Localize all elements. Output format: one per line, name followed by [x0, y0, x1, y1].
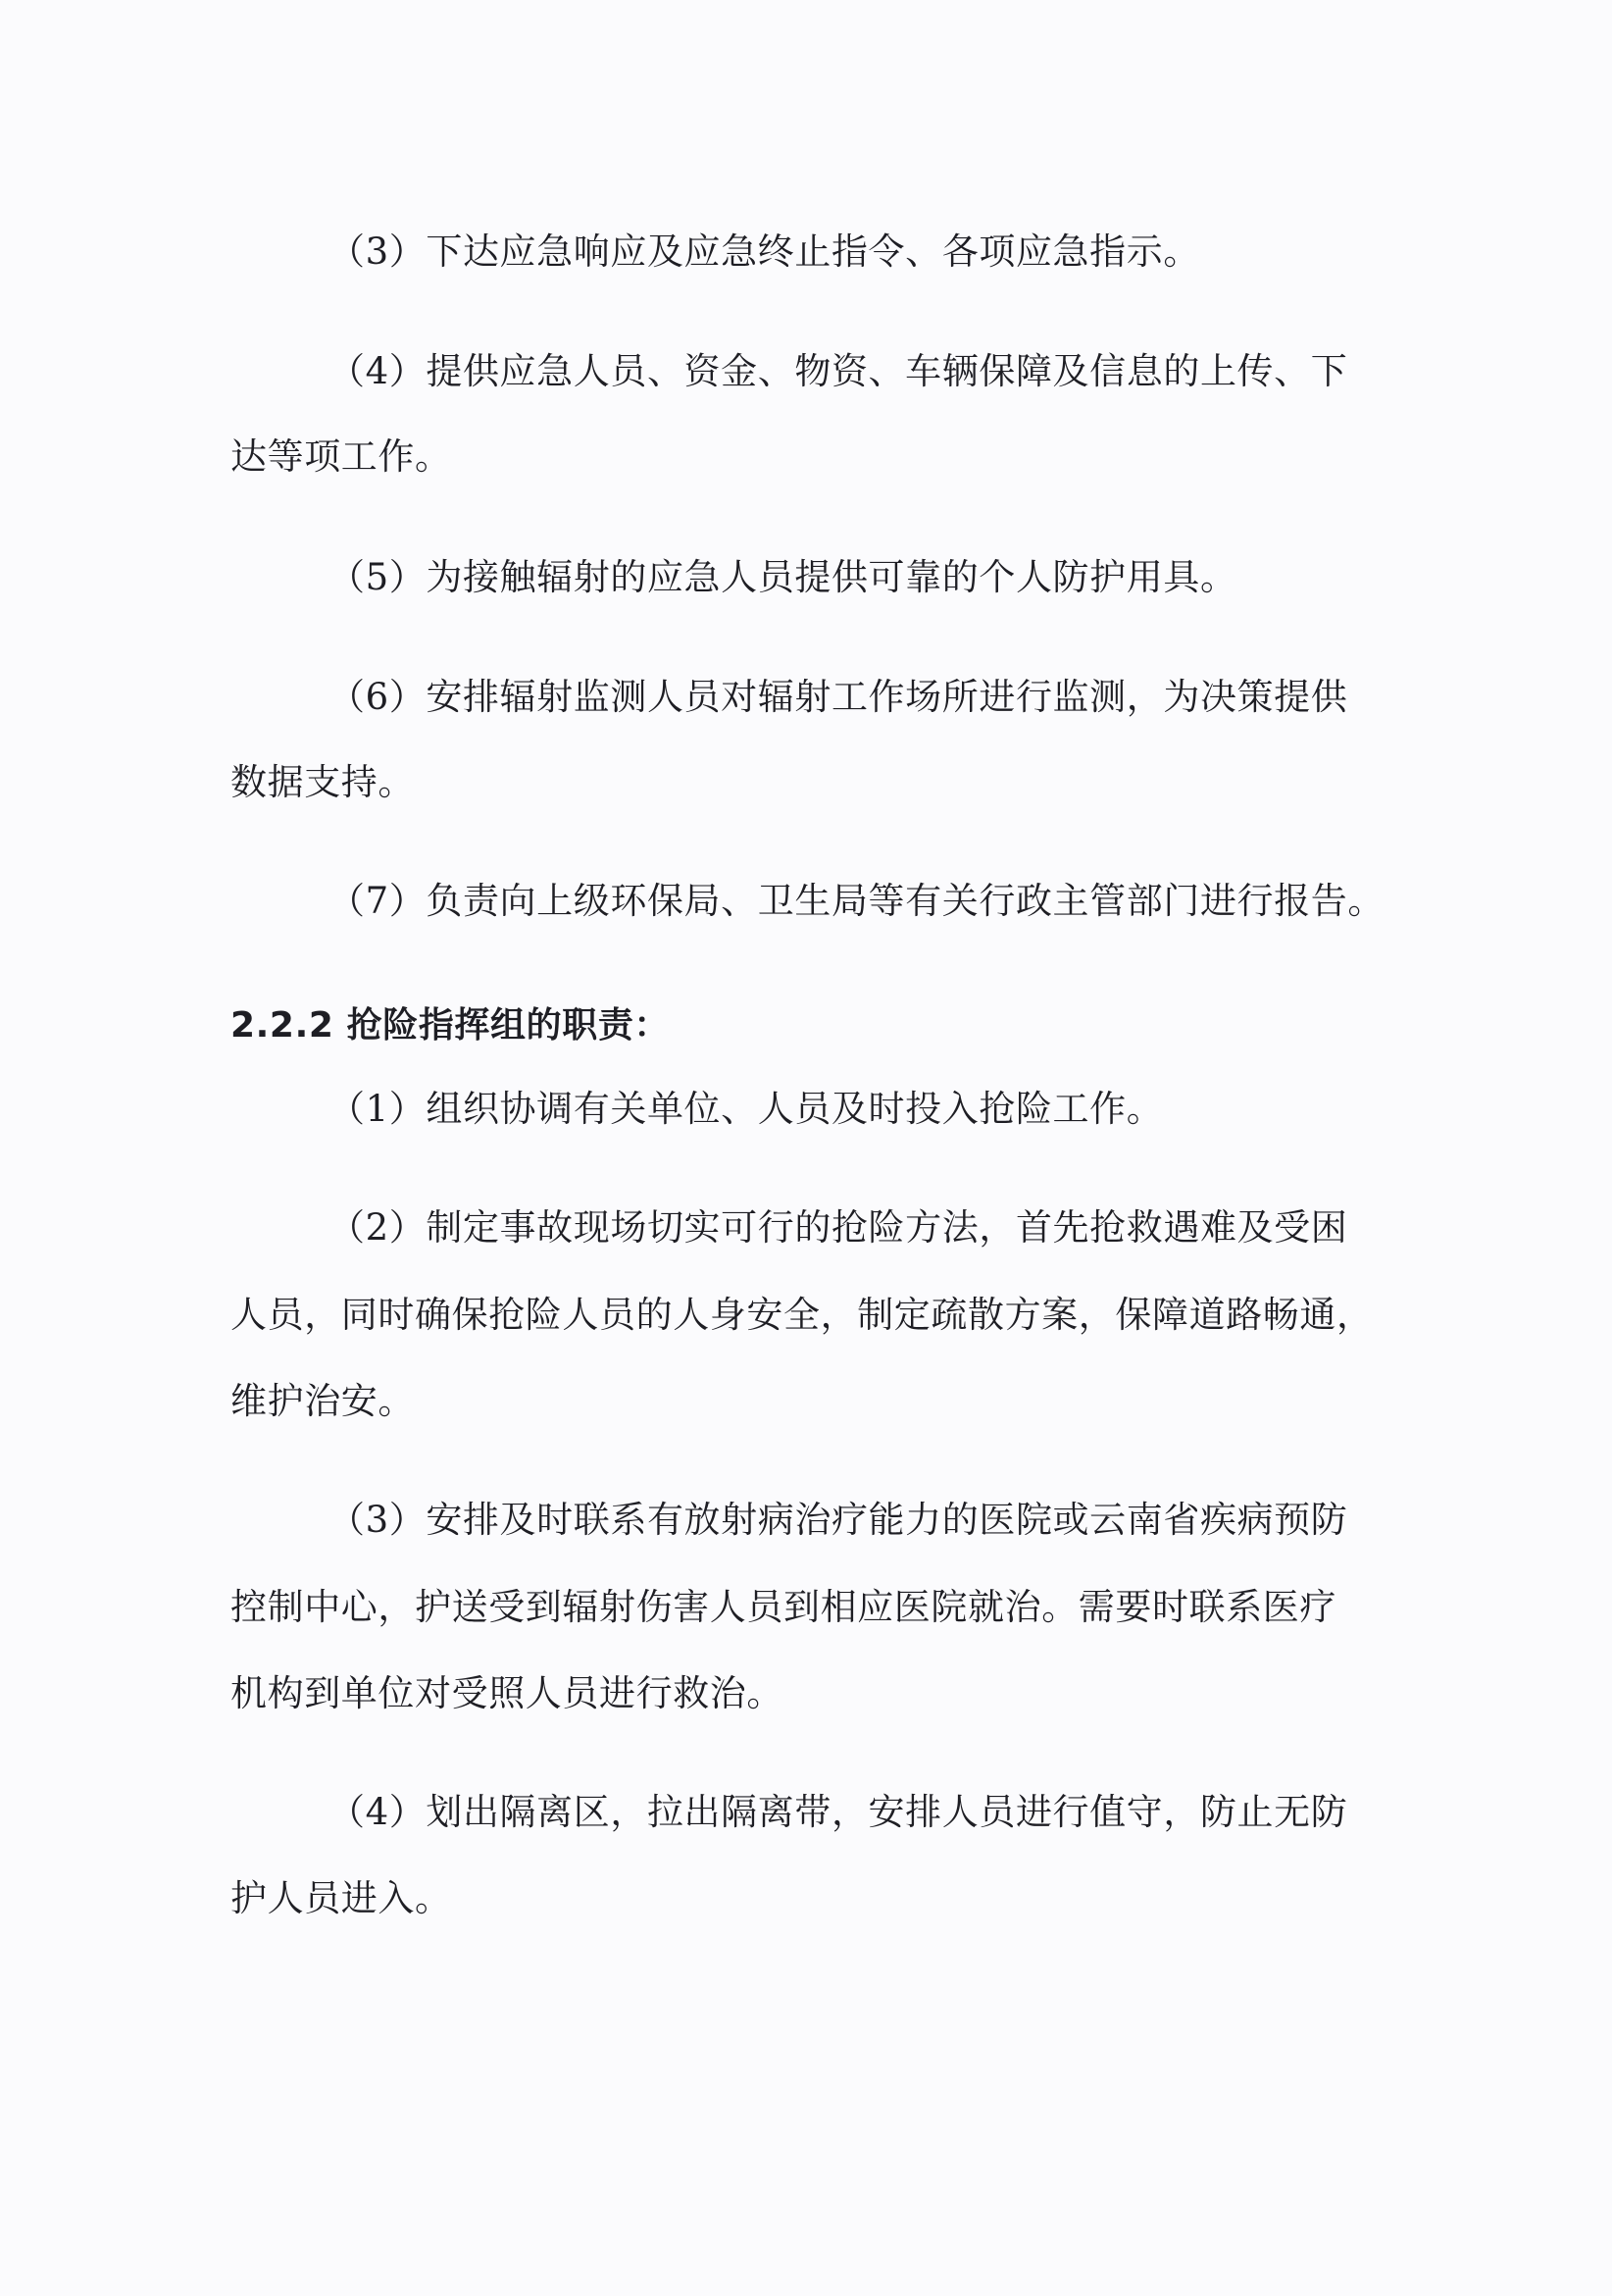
item-3-line-3: 机构到单位对受照人员进行救治。 — [230, 1672, 783, 1714]
item-3-line-1: （3）安排及时联系有放射病治疗能力的医院或云南省疾病预防 — [328, 1499, 1348, 1541]
item-2-line-1: （2）制定事故现场切实可行的抢险方法，首先抢救遇难及受困 — [328, 1206, 1348, 1249]
paragraph-3-line-1: （3）下达应急响应及应急终止指令、各项应急指示。 — [328, 230, 1200, 273]
paragraph-6-line-2: 数据支持。 — [230, 761, 415, 803]
paragraph-4-line-1: （4）提供应急人员、资金、物资、车辆保障及信息的上传、下 — [328, 350, 1348, 392]
item-3-line-2: 控制中心，护送受到辐射伤害人员到相应医院就治。需要时联系医疗 — [230, 1586, 1336, 1628]
paragraph-4-line-2: 达等项工作。 — [230, 435, 452, 478]
paragraph-6-line-1: （6）安排辐射监测人员对辐射工作场所进行监测，为决策提供 — [328, 676, 1348, 718]
item-4-line-2: 护人员进入。 — [230, 1877, 452, 1919]
paragraph-5-line-1: （5）为接触辐射的应急人员提供可靠的个人防护用具。 — [328, 556, 1237, 598]
paragraph-7-line-1: （7）负责向上级环保局、卫生局等有关行政主管部门进行报告。 — [328, 880, 1385, 922]
item-4-line-1: （4）划出隔离区，拉出隔离带，安排人员进行值守，防止无防 — [328, 1791, 1348, 1833]
item-2-line-3: 维护治安。 — [230, 1380, 415, 1422]
section-heading: 2.2.2 抢险指挥组的职责： — [230, 1005, 671, 1046]
item-2-line-2: 人员，同时确保抢险人员的人身安全，制定疏散方案，保障道路畅通， — [230, 1294, 1374, 1336]
item-1-line-1: （1）组织协调有关单位、人员及时投入抢险工作。 — [328, 1088, 1164, 1130]
